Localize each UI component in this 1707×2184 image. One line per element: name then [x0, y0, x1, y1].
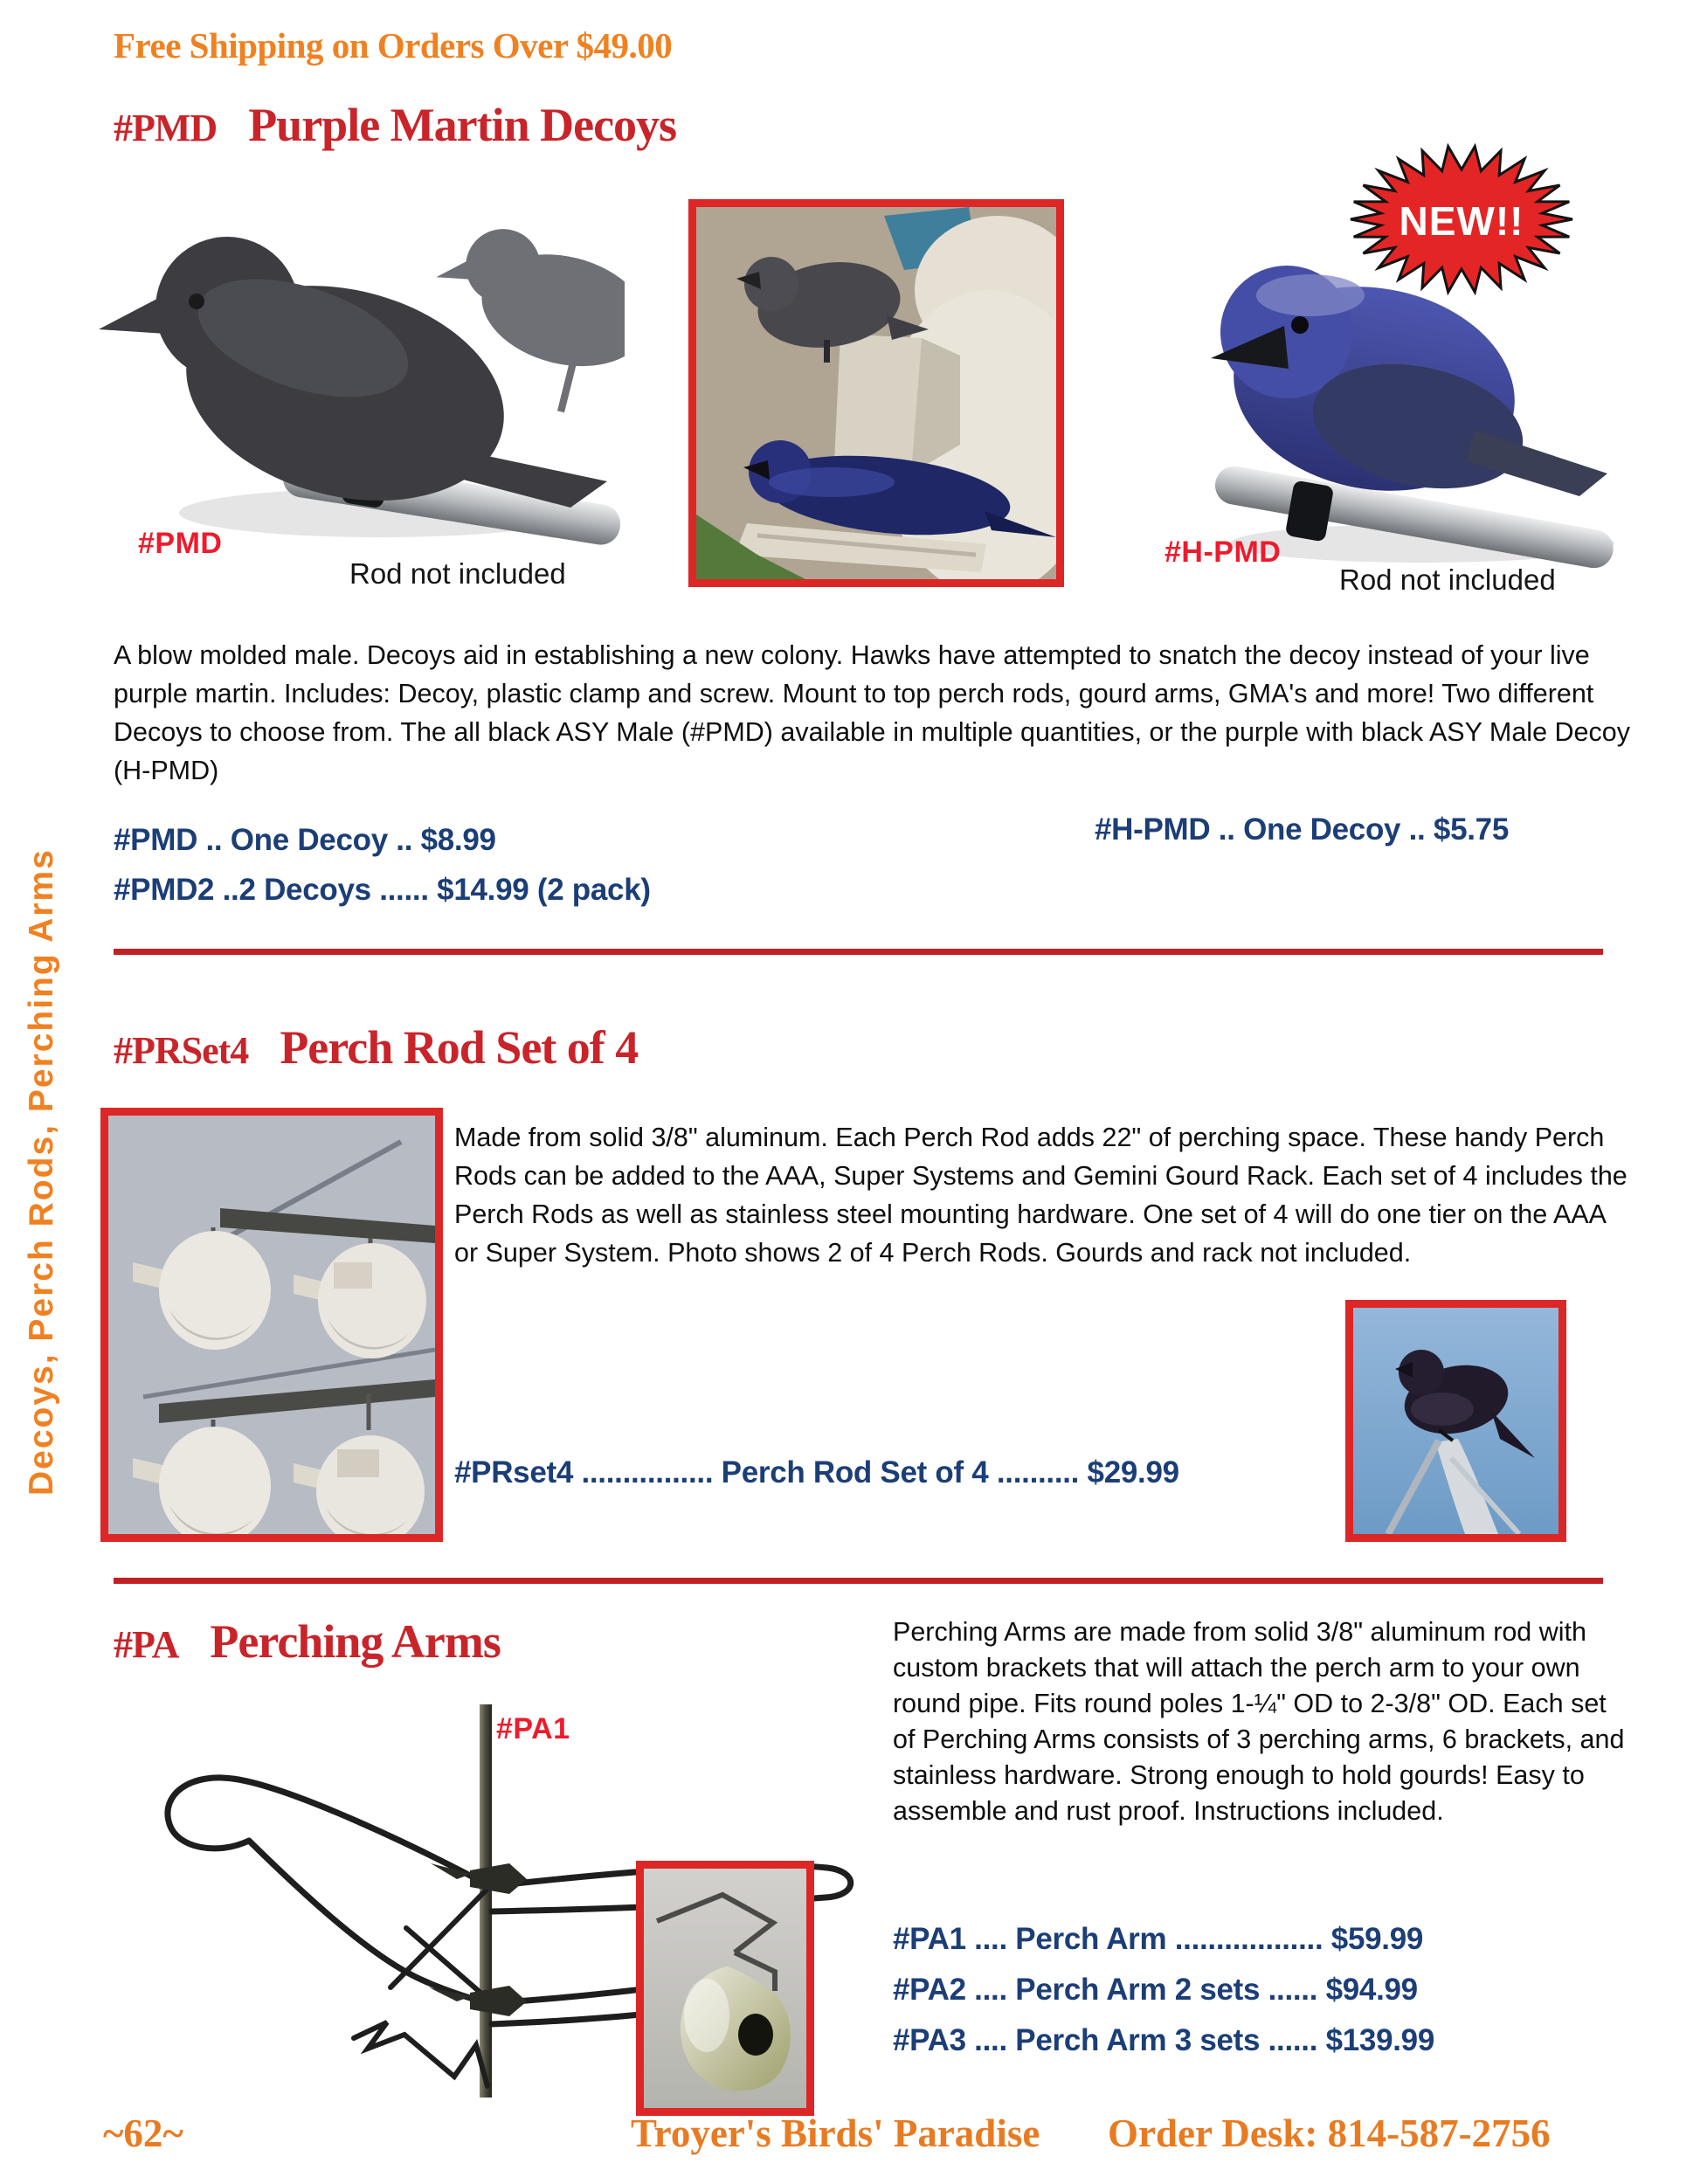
prset4-price-line: #PRset4 ................ Perch Rod Set of 4 .......... $29.99 [454, 1455, 1179, 1489]
new-badge-text: NEW!! [1399, 198, 1524, 244]
gourd-inset-photo [636, 1861, 814, 2116]
perch-rod-photo [100, 1108, 443, 1542]
order-desk-phone: Order Desk: 814-587-2756 [1108, 2111, 1551, 2155]
product-code-pa: #PA [114, 1623, 179, 1666]
pa1-diagram-label: #PA1 [496, 1712, 570, 1745]
pmd-price-line: #PMD .. One Decoy .. $8.99 [114, 823, 496, 857]
section-name-purple-martin-decoys: Purple Martin Decoys [248, 99, 677, 151]
pmd2-price-line: #PMD2 ..2 Decoys ...... $14.99 (2 pack) [114, 873, 651, 907]
h-pmd-price-line: #H-PMD .. One Decoy .. $5.75 [1095, 812, 1509, 847]
section-divider [114, 949, 1603, 955]
perch-rod-description: Made from solid 3/8" aluminum. Each Perch Rod adds 22" of perching space. These handy Perch Rods can be added to the AAA, Super Systems and Gemini Gourd Rack. Each set of 4 includes the Perch Rods as well as stainless steel mounting hardware. One set of 4 will do one tier on the AAA or Super System. Photo shows 2 of 4 Perch Rods. Gourds and rack not included. [454, 1123, 1628, 1268]
martin-on-perch-photo [1345, 1300, 1566, 1542]
section-divider [114, 1578, 1603, 1584]
section-title-decoys [114, 98, 676, 152]
decoys-description: A blow molded male. Decoys aid in establishing a new colony. Hawks have attempted to snatch the decoy instead of your live purple martin. Includes: Decoy, plastic clamp and screw. Mount to top perch rods, gourd arms, GMA's and more! Two different Decoys to choose from. The all black ASY Male (#PMD) available in multiple quantities, or the purple with black ASY Male Decoy (H-PMD) [114, 640, 1630, 785]
section-name-perching-arms: Perching Arms [210, 1615, 501, 1668]
page-number: ~62~ [103, 2111, 183, 2155]
h-pmd-photo-label: #H-PMD [1164, 536, 1282, 569]
pmd-black-decoy-photo [83, 188, 625, 555]
perching-arms-description: Perching Arms are made from solid 3/8" aluminum rod with custom brackets that will attach the perch arm to your own round pipe. Fits round poles 1-¼" OD to 2-3/8" OD. Each set of Perching Arms consists of 3 perching arms, 6 brackets, and stainless hardware. Strong enough to hold gourds! Easy to assemble and rust proof. Instructions included. [893, 1617, 1625, 1826]
pmd-rod-caption: Rod not included [349, 557, 566, 590]
new-badge [1347, 142, 1576, 298]
store-name: Troyer's Birds' Paradise [631, 2111, 1040, 2155]
free-shipping-banner: Free Shipping on Orders Over $49.00 [114, 25, 673, 66]
h-pmd-rod-caption: Rod not included [1339, 563, 1556, 596]
pa2-price-line: #PA2 .... Perch Arm 2 sets ...... $94.99 [893, 1973, 1418, 2007]
pa1-price-line: #PA1 .... Perch Arm .................. $59.99 [893, 1922, 1424, 1956]
section-title-perch-rods [114, 1020, 638, 1075]
decoys-pair-photo [688, 199, 1064, 587]
section-title-perching-arms [114, 1614, 501, 1669]
pmd-photo-label: #PMD [138, 527, 223, 560]
pa3-price-line: #PA3 .... Perch Arm 3 sets ...... $139.99 [893, 2023, 1434, 2057]
section-name-perch-rod-set: Perch Rod Set of 4 [280, 1021, 639, 1074]
product-code-pmd: #PMD [114, 107, 218, 149]
sidebar-category-label: Decoys, Perch Rods, Perching Arms [23, 848, 60, 1496]
product-code-prset4: #PRSet4 [114, 1029, 249, 1072]
